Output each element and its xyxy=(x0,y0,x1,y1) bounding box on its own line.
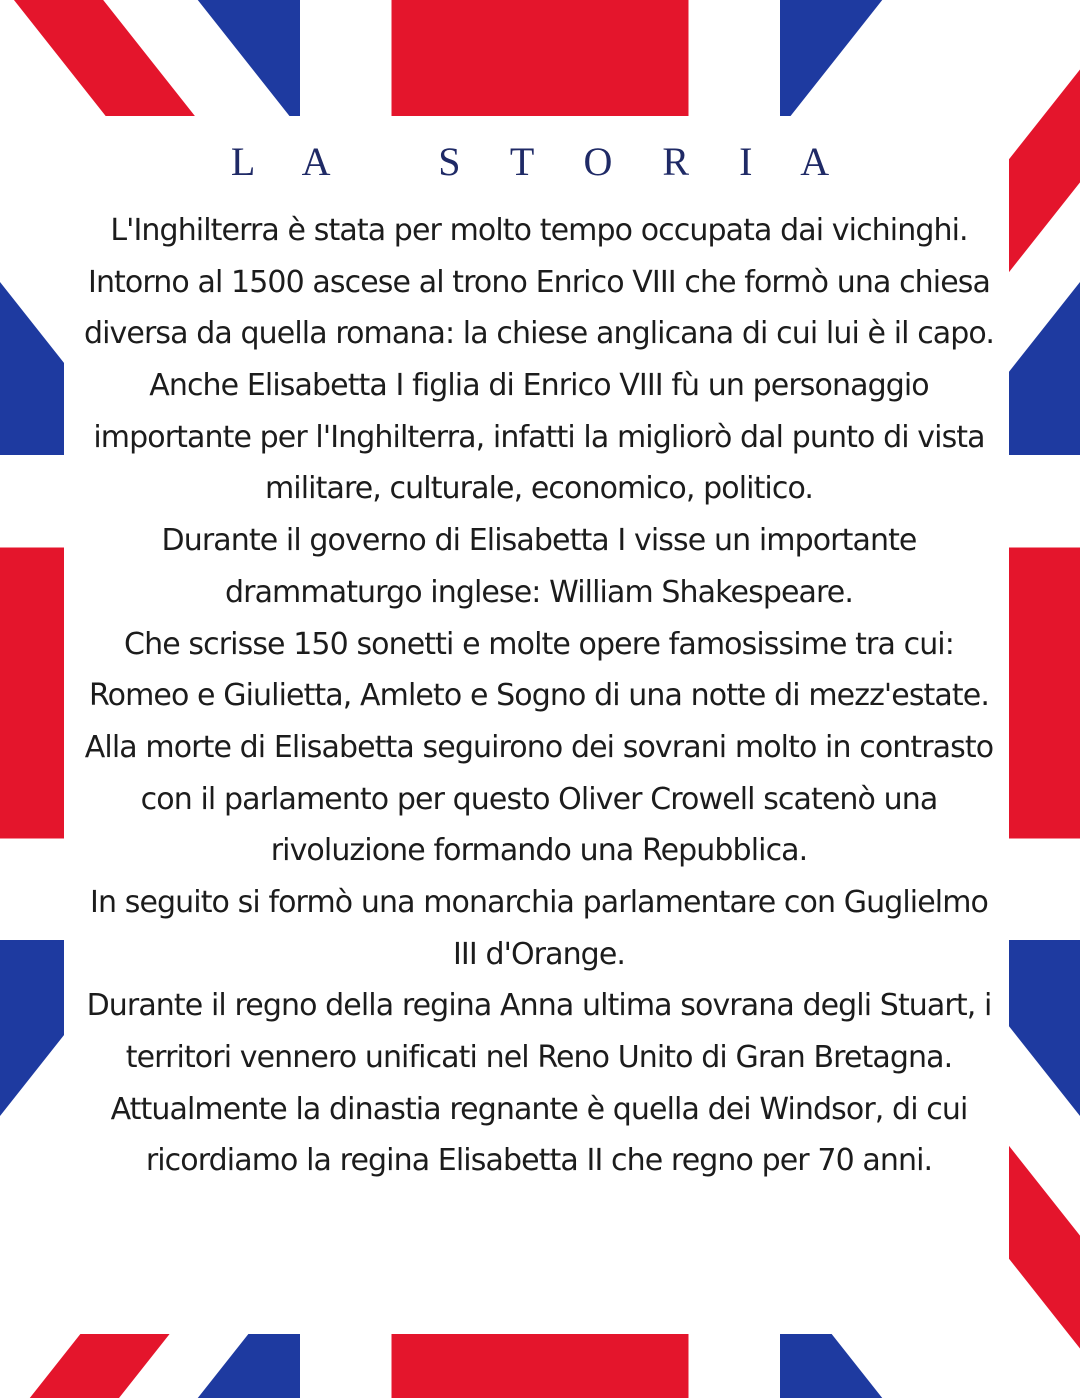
text-line: Anche Elisabetta I figlia di Enrico VIII fù un personaggio xyxy=(149,368,929,404)
text-line: rivoluzione formando una Repubblica. xyxy=(270,833,808,869)
text-line: Attualmente la dinastia regnante è quella dei Windsor, di cui xyxy=(110,1091,968,1127)
text-line: con il parlamento per questo Oliver Crowell scatenò una xyxy=(140,781,938,817)
text-line: Intorno al 1500 ascese al trono Enrico VIII che formò una chiesa xyxy=(88,264,990,300)
text-line: Durante il regno della regina Anna ultima sovrana degli Stuart, i xyxy=(86,988,992,1024)
page-title: L A S T O R I A xyxy=(230,139,850,184)
text-line: Che scrisse 150 sonetti e molte opere famosissime tra cui: xyxy=(124,626,954,662)
text-line: militare, culturale, economico, politico. xyxy=(264,471,814,507)
text-line: L'Inghilterra è stata per molto tempo occupata dai vichinghi. xyxy=(110,213,968,248)
history-text xyxy=(66,205,1012,1187)
text-line: ricordiamo la regina Elisabetta II che regno per 70 anni. xyxy=(145,1143,933,1179)
text-line: Durante il governo di Elisabetta I visse un importante xyxy=(161,523,917,559)
text-line: diversa da quella romana: la chiese anglicana di cui lui è il capo. xyxy=(83,316,994,352)
text-line: territori vennero unificati nel Reno Unito di Gran Bretagna. xyxy=(125,1040,953,1075)
text-line: Romeo e Giulietta, Amleto e Sogno di una notte di mezz'estate. xyxy=(89,678,989,714)
text-line: III d'Orange. xyxy=(452,936,626,972)
text-line: importante per l'Inghilterra, infatti la migliorò dal punto di vista xyxy=(93,419,985,455)
text-line: Alla morte di Elisabetta seguirono dei sovrani molto in contrasto xyxy=(84,729,994,765)
text-line: In seguito si formò una monarchia parlamentare con Guglielmo xyxy=(90,884,988,920)
text-line: drammaturgo inglese: William Shakespeare. xyxy=(225,574,853,610)
